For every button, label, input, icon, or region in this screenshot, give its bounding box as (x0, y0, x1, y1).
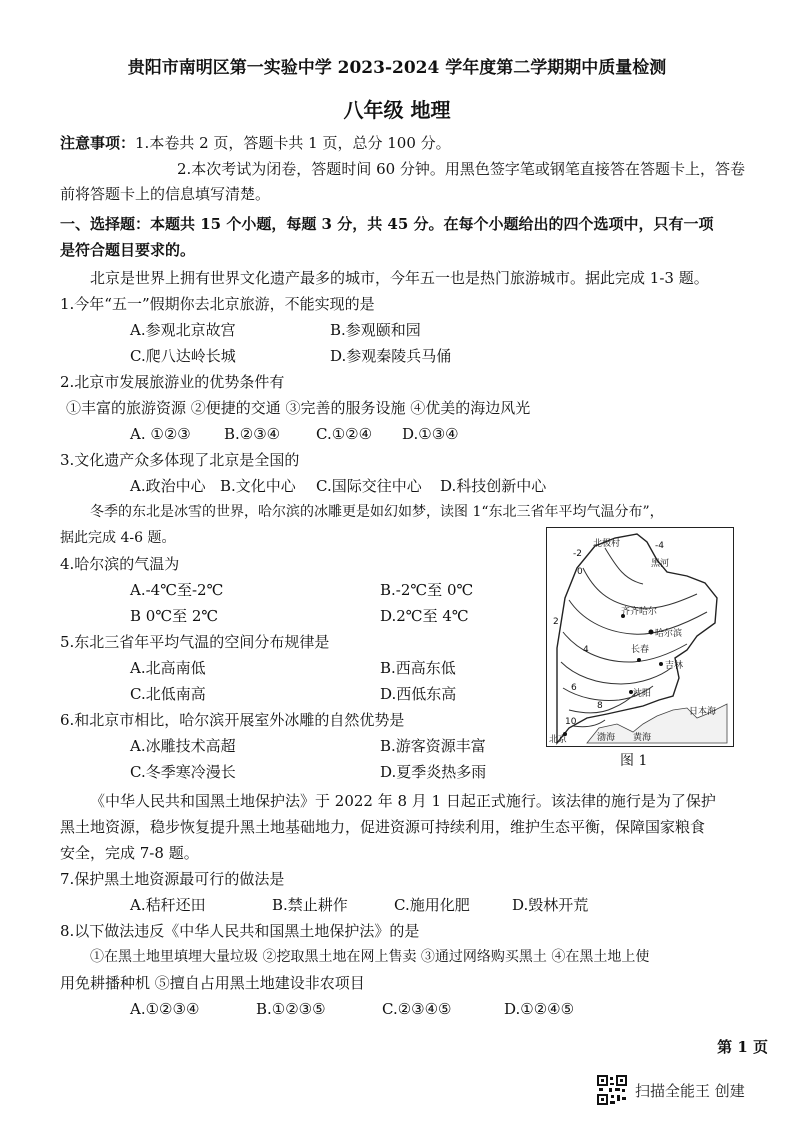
isotherm-label-4: 4 (583, 645, 589, 655)
section1-heading-line2: 是符合题目要求的。 (60, 241, 196, 259)
place-harbin: 哈尔滨 (655, 629, 683, 639)
scanner-watermark (597, 1075, 745, 1105)
qr-code-icon (597, 1075, 627, 1105)
place-qiqihar: 齐齐哈尔 (621, 607, 658, 617)
q8-option-a: A.①②③④ (130, 1000, 200, 1018)
q7-option-c: C.施用化肥 (394, 896, 470, 914)
sea-japan: 日本海 (689, 707, 717, 717)
intro-blacksoil-line1: 《中华人民共和国黑土地保护法》于 2022 年 8 月 1 日起正式施行。该法律的施行是为了保护 (90, 792, 716, 810)
isotherm-0 (569, 600, 707, 634)
notice-label: 注意事项： (60, 134, 136, 152)
q1-option-b: B.参观颐和园 (330, 321, 421, 339)
place-beijing: 北京 (549, 735, 568, 745)
q6-option-a: A.冰雕技术高超 (130, 737, 236, 755)
q4-option-d: D.2℃至 4℃ (380, 607, 469, 625)
intro-blacksoil-line3: 安全，完成 7-8 题。 (60, 844, 199, 862)
q3-option-c: C.国际交往中心 (316, 477, 422, 495)
q5-option-a: A.北高南低 (130, 659, 206, 677)
q6-stem: 6.和北京市相比，哈尔滨开展室外冰雕的自然优势是 (60, 711, 405, 729)
q2-option-c: C.①②④ (316, 425, 373, 443)
q8-items-line1: ①在黑土地里填埋大量垃圾 ②挖取黑土地在网上售卖 ③通过网络购买黑土 ④在黑土地上使 (90, 949, 650, 965)
isotherm-label-7: 10 (565, 717, 577, 727)
q1-stem: 1.今年“五一”假期你去北京旅游，不能实现的是 (60, 295, 375, 313)
q5-option-c: C.北低南高 (130, 685, 206, 703)
q6-option-b: B.游客资源丰富 (380, 737, 486, 755)
place-changchun: 长春 (631, 645, 650, 655)
isotherm-label-0: -4 (655, 541, 664, 551)
q8-option-c: C.②③④⑤ (382, 1000, 452, 1018)
q1-option-a: A.参观北京故宫 (130, 321, 236, 339)
q3-option-d: D.科技创新中心 (440, 477, 547, 495)
intro-beijing: 北京是世界上拥有世界文化遗产最多的城市，今年五一也是热门旅游城市。据此完成 1-3 题。 (90, 269, 709, 287)
section1-heading-line1: 一、选择题：本题共 15 个小题，每题 3 分，共 45 分。在每个小题给出的四个选项中，只有一项 (60, 215, 714, 233)
q2-items: ①丰富的旅游资源 ②便捷的交通 ③完善的服务设施 ④优美的海边风光 (66, 399, 531, 417)
q3-option-b: B.文化中心 (220, 477, 296, 495)
q4-option-a: A.-4℃至-2℃ (130, 581, 224, 599)
harbin-marker (649, 630, 654, 635)
q8-option-d: D.①②④⑤ (504, 1000, 575, 1018)
q4-option-b: B.-2℃至 0℃ (380, 581, 474, 599)
northeast-temperature-map (546, 527, 734, 747)
q1-option-c: C.爬八达岭长城 (130, 347, 236, 365)
isotherm-label-5: 6 (571, 683, 577, 693)
figure-caption: 图 1 (620, 753, 648, 769)
q2-stem: 2.北京市发展旅游业的优势条件有 (60, 373, 285, 391)
exam-title: 贵阳市南明区第一实验中学 2023-2024 学年度第二学期期中质量检测 (127, 58, 667, 78)
isotherm-minus4 (605, 548, 643, 584)
scanner-text: 扫描全能王 创建 (635, 1081, 745, 1100)
q3-option-a: A.政治中心 (130, 477, 206, 495)
q5-option-b: B.西高东低 (380, 659, 456, 677)
sea-huanghai: 黄海 (633, 733, 652, 743)
q1-option-d: D.参观秦陵兵马俑 (330, 347, 452, 365)
place-beijicun: 北极村 (593, 539, 621, 549)
q7-option-b: B.禁止耕作 (272, 896, 348, 914)
isotherm-label-3: 2 (553, 617, 559, 627)
isotherm-4 (561, 662, 671, 684)
isotherm-label-1: -2 (573, 549, 582, 559)
place-heihe: 黑河 (651, 559, 670, 569)
q7-option-d: D.毁林开荒 (512, 896, 589, 914)
q4-option-c: B 0℃至 2℃ (130, 607, 219, 625)
exam-subtitle: 八年级 地理 (343, 98, 451, 122)
isotherm-label-2: 0 (577, 567, 583, 577)
notice-line-1 (60, 133, 451, 153)
q8-option-b: B.①②③⑤ (256, 1000, 326, 1018)
page-number: 第 1 页 (717, 1038, 768, 1056)
q8-items-line2: 用免耕播种机 ⑤擅自占用黑土地建设非农项目 (60, 974, 365, 992)
q8-stem: 8.以下做法违反《中华人民共和国黑土地保护法》的是 (60, 922, 420, 940)
q7-stem: 7.保护黑土地资源最可行的做法是 (60, 870, 285, 888)
changchun-marker (637, 658, 641, 662)
map-svg (547, 528, 733, 746)
q2-option-d: D.①③④ (402, 425, 459, 443)
sea-bohai: 渤海 (597, 733, 616, 743)
jilin-marker (659, 662, 663, 666)
notice-item-1: 1.本卷共 2 页，答题卡共 1 页，总分 100 分。 (135, 134, 451, 152)
q2-option-b: B.②③④ (224, 425, 281, 443)
place-jilin: 吉林 (665, 661, 684, 671)
intro-northeast-line2: 据此完成 4-6 题。 (60, 530, 176, 546)
q4-stem: 4.哈尔滨的气温为 (60, 555, 180, 573)
q7-option-a: A.秸秆还田 (130, 896, 206, 914)
q5-stem: 5.东北三省年平均气温的空间分布规律是 (60, 633, 330, 651)
place-shenyang: 沈阳 (633, 689, 652, 699)
intro-blacksoil-line2: 黑土地资源，稳步恢复提升黑土地基础地力，促进资源可持续利用，维护生态平衡，保障国家粮食 (60, 818, 706, 836)
q6-option-c: C.冬季寒冷漫长 (130, 763, 236, 781)
q5-option-d: D.西低东高 (380, 685, 457, 703)
q6-option-d: D.夏季炎热多雨 (380, 763, 487, 781)
q3-stem: 3.文化遗产众多体现了北京是全国的 (60, 451, 300, 469)
intro-northeast-line1: 冬季的东北是冰雪的世界，哈尔滨的冰雕更是如幻如梦，读图 1“东北三省年平均气温分布”， (90, 504, 664, 520)
notice-item-2-cont: 前将答题卡上的信息填写清楚。 (60, 185, 271, 203)
notice-item-2: 2.本次考试为闭卷，答题时间 60 分钟。用黑色签字笔或钢笔直接答在答题卡上，答卷 (177, 160, 745, 178)
q2-option-a: A. ①②③ (130, 425, 191, 443)
isotherm-label-6: 8 (597, 701, 603, 711)
